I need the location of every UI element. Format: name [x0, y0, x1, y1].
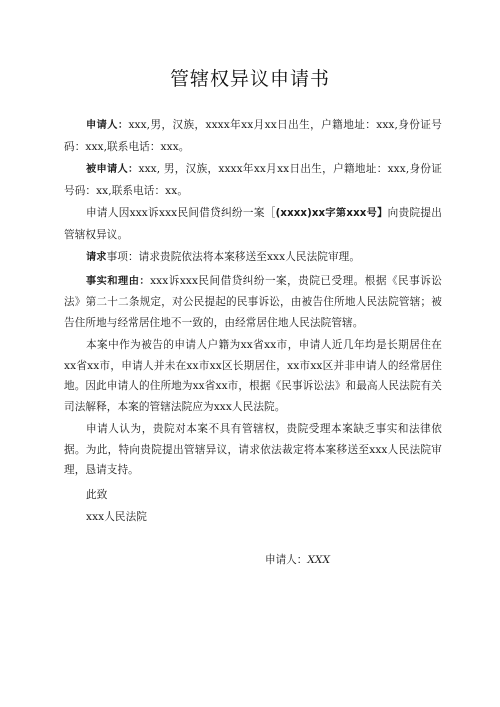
applicant-label: 申请人：	[86, 120, 129, 131]
respondent-text: xxx, 男，汉族，xxxx年xx月xx日出生，户籍地址：xxx,身份证号码：xx,联系电话：xx。	[64, 163, 443, 197]
intro-text-before: 申请人因xxx诉xxx民间借贷纠纷一案［	[86, 207, 276, 219]
facts-label: 事实和理由：	[86, 275, 151, 287]
facts-text-3: 申请人认为，贵院对本案不具有管辖权，贵院受理本案缺乏事实和法律依据。为此，特向贵院提出管辖异议，请求依法裁定将本案移送至xxx人民法院审理，恳请支持。	[64, 423, 442, 476]
closing-salutation: 此致	[86, 488, 108, 501]
signature-label: 申请人：	[265, 554, 308, 566]
applicant-paragraph	[64, 115, 442, 157]
signature-name: XXX	[307, 554, 331, 566]
respondent-label: 被申请人：	[86, 164, 139, 175]
facts-text-2: 本案中作为被告的申请人户籍为xx省xx市，申请人近几年均是长期居住在xx省xx市，申请人并未在xx市xx区长期居住，xx市xx区并非申请人的经常居住地。因此申请人的住所地为xx省xx市，根据《民事诉讼法》和最高人民法院有关司法解释，本案的管辖法院应为xxx人民法院。	[64, 339, 442, 413]
facts-text-1: xxx诉xxx民间借贷纠纷一案，贵院已受理。根据《民事诉讼法》第二十二条规定，对公民提起的民事诉讼，由被告住所地人民法院管辖；被告住所地与经常居住地不一致的，由经常居住地人民法院管辖。	[64, 274, 442, 329]
document-title: 管辖权异议申请书	[169, 68, 330, 90]
facts-paragraph-1	[64, 271, 442, 334]
applicant-text: xxx,男，汉族，xxxx年xx月xx日出生，户籍地址：xxx,身份证号码：xxx,联系电话：xxx。	[64, 119, 442, 153]
request-paragraph	[64, 247, 442, 269]
signature-line	[265, 550, 330, 570]
addressee-court: xxx人民法院	[86, 511, 147, 523]
case-reference: (xxxx)xx字第xxx号】	[275, 208, 388, 219]
facts-paragraph-3	[64, 419, 442, 481]
facts-paragraph-2	[64, 335, 442, 417]
request-label: 请求	[86, 252, 107, 263]
intro-paragraph	[64, 203, 442, 245]
respondent-paragraph	[64, 159, 442, 201]
request-text: 事项：请求贵院依法将本案移送至xxx人民法院审理。	[106, 251, 361, 263]
intro-text-after: 向贵院提出管辖权异议。	[64, 207, 442, 241]
document-body	[64, 115, 442, 528]
